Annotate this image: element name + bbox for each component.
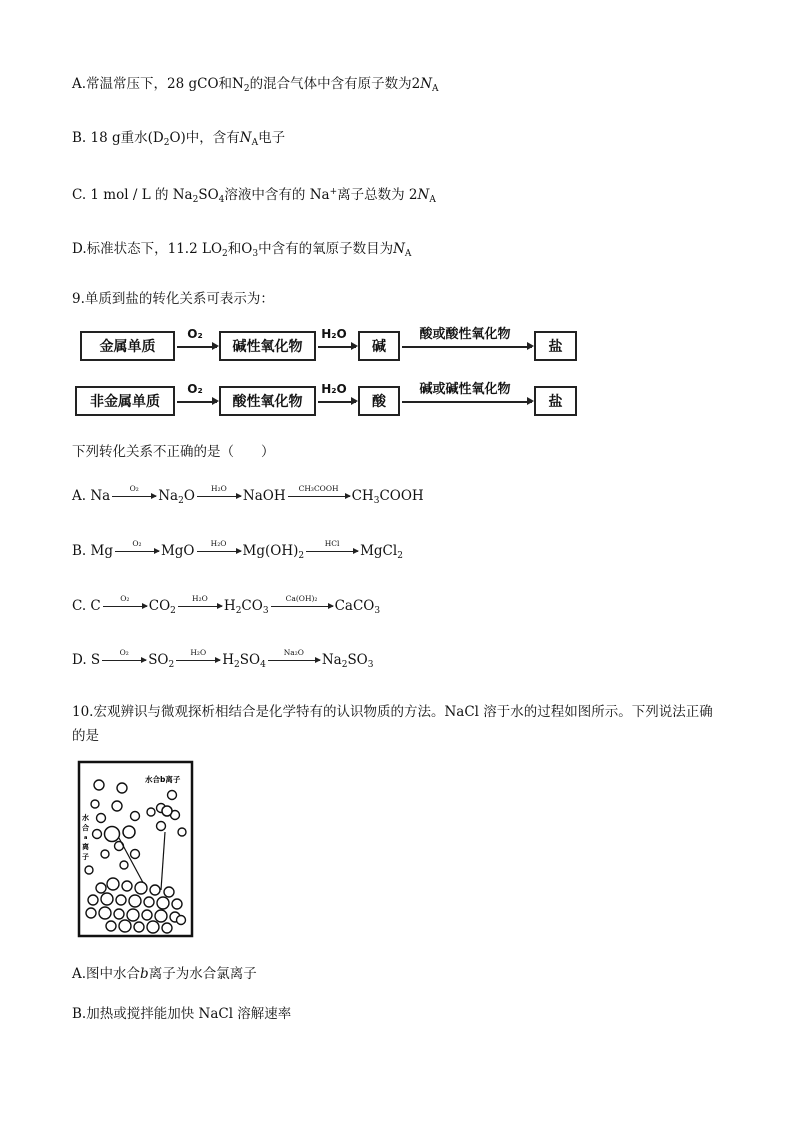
q8-option-c: C. 1 mol / L 的 $Na_2SO_4$溶液中含有的 Na+离子总数为 $2N_A$ (72, 187, 436, 205)
q10-stem-line1: 10.宏观辨识与微观探析相结合是化学特有的认识物质的方法。NaCl 溶于水的过程如图所示。下列说法正确 (72, 704, 713, 720)
flow-arrow-o2 (177, 346, 217, 348)
flow-label-o2: O₂ (187, 382, 203, 396)
flow-box-base: 碱 (358, 331, 400, 361)
q10-option-b: B.加热或搅拌能加快 NaCl 溶解速率 (72, 1006, 292, 1022)
q9-stem: 9.单质到盐的转化关系可表示为： (72, 291, 274, 307)
flow-arrow-acid (402, 346, 532, 348)
flow-box-metal: 金属单质 (80, 331, 175, 361)
flow-arrow-base (402, 401, 532, 403)
flow-label-base: 碱或碱性氧化物 (419, 382, 511, 397)
flow-label-h2o: H₂O (321, 327, 347, 341)
flow-arrow-o2 (177, 401, 217, 403)
q8-option-b: B. 18 g重水$(D_2O)$中，含有$N_A$电子 (72, 130, 286, 148)
q10-option-a: A.图中水合b离子为水合氯离子 (72, 966, 257, 982)
nacl-dissolution-figure (77, 760, 194, 938)
flow-row-nonmetal (72, 382, 592, 420)
flow-box-salt: 盐 (534, 386, 577, 416)
svg-text:子: 子 (82, 853, 89, 861)
q10-stem-line2: 的是 (72, 728, 99, 744)
label-hydrated-b-ion: 水合b离子 (145, 775, 181, 784)
flow-box-acidic-oxide: 酸性氧化物 (219, 386, 316, 416)
q9-option-b: B. Mg O₂ MgO H₂O $Mg(OH)_2$ HCl MgCl$_2$ (72, 539, 403, 561)
flow-label-h2o: H₂O (321, 382, 347, 396)
flow-arrow-h2o (318, 346, 356, 348)
flow-box-acid: 酸 (358, 386, 400, 416)
q9-option-a: A. Na O₂ $Na_2O$ H₂O NaOH CH₃COOH $CH_3COOH$ (72, 484, 424, 506)
svg-text:水: 水 (82, 814, 89, 822)
flow-box-basic-oxide: 碱性氧化物 (219, 331, 316, 361)
flow-arrow-h2o (318, 401, 356, 403)
q9-question: 下列转化关系不正确的是（ ） (72, 444, 275, 460)
svg-text:合: 合 (82, 824, 89, 832)
flow-box-nonmetal: 非金属单质 (75, 386, 175, 416)
flow-row-metal (72, 327, 592, 365)
flow-box-salt: 盐 (534, 331, 577, 361)
q8-option-d: D.标准状态下，11.2 $LO_2$和$O_3$中含有的氧原子数目为$N_A$ (72, 241, 412, 259)
q9-option-c: C. C O₂ $CO_2$ H₂O $H_2CO_3$ Ca(OH)₂ CaCO$_3$ (72, 594, 381, 616)
flow-label-o2: O₂ (187, 327, 203, 341)
flow-label-acid: 酸或酸性氧化物 (419, 327, 511, 342)
svg-text:a: a (84, 835, 88, 841)
q8-option-a: A.常温常压下，28 gCO和$N_2$的混合气体中含有原子数为$2N_A$ (72, 76, 439, 94)
svg-text:离: 离 (82, 843, 89, 851)
q9-option-d: D. S O₂ $SO_2$ H₂O $H_2SO_4$ Na₂O $Na_2SO_3$ (72, 648, 374, 670)
